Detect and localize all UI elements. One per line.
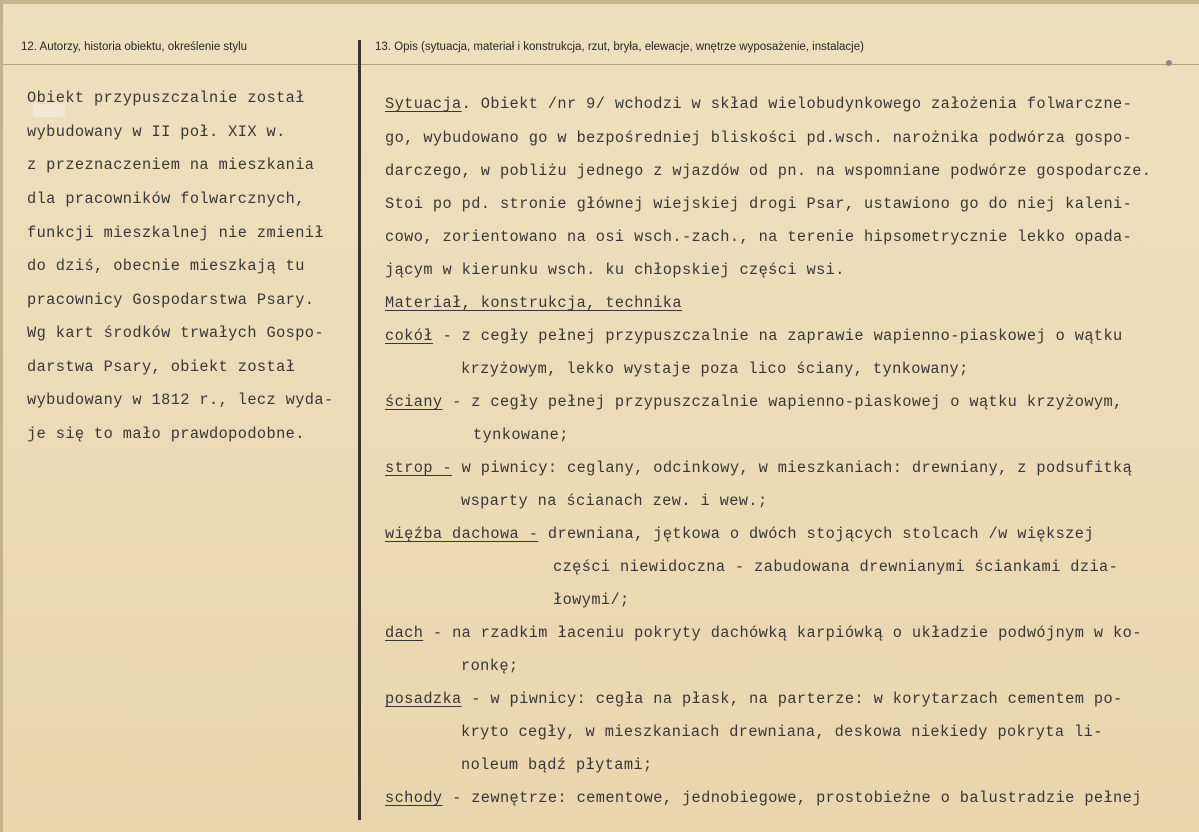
pin-hole <box>1166 60 1172 66</box>
situation-line: go, wybudowano go w bezpośredniej bliskości pd.wsch. narożnika podwórza gospo- <box>385 129 1133 147</box>
item-dach: dach - na rzadkim łaceniu pokryty dachówką karpiówką o układzie podwójnym w ko- <box>385 624 1142 642</box>
history-line: do dziś, obecnie mieszkają tu <box>27 257 305 275</box>
item-strop-cont: wsparty na ścianach zew. i wew.; <box>461 492 768 510</box>
term: posadzka <box>385 690 462 708</box>
history-line: wybudowany w II poł. XIX w. <box>27 123 286 141</box>
item-posadzka: posadzka - w piwnicy: cegła na płask, na parterze: w korytarzach cementem po- <box>385 690 1123 708</box>
item-cokol-cont: krzyżowym, lekko wystaje poza lico ściany, tynkowany; <box>461 360 969 378</box>
history-line: pracownicy Gospodarstwa Psary. <box>27 291 315 309</box>
material-heading: Materiał, konstrukcja, technika <box>385 294 682 312</box>
header-rule <box>3 64 1199 65</box>
item-posadzka-cont: noleum bądź płytami; <box>461 756 653 774</box>
history-line: z przeznaczeniem na mieszkania <box>27 156 315 174</box>
history-line: dla pracowników folwarcznych, <box>27 190 305 208</box>
situation-line: Stoi po pd. stronie głównej wiejskiej drogi Psar, ustawiono go do niej kaleni- <box>385 195 1133 213</box>
history-line: darstwa Psary, obiekt został <box>27 358 296 376</box>
section-12-header: 12. Autorzy, historia obiektu, określenie stylu <box>21 41 248 53</box>
item-schody: schody - zewnętrze: cementowe, jednobiegowe, prostobieżne o balustradzie pełnej <box>385 789 1142 807</box>
item-wiezba-cont: łowymi/; <box>553 591 630 609</box>
situation-line: darczego, w pobliżu jednego z wjazdów od pn. na wspomniane podwórze gospodarcze. <box>385 162 1152 180</box>
term: ściany <box>385 393 443 411</box>
history-line: Wg kart środków trwałych Gospo- <box>27 324 324 342</box>
situation-line: jącym w kierunku wsch. ku chłopskiej części wsi. <box>385 261 845 279</box>
history-line: wybudowany w 1812 r., lecz wyda- <box>27 391 334 409</box>
item-wiezba-cont: części niewidoczna - zabudowana drewnianymi ściankami dzia- <box>553 558 1119 576</box>
section-13-header: 13. Opis (sytuacja, materiał i konstrukcja, rzut, bryła, elewacje, wnętrze wyposażenie, instalacje) <box>375 41 864 53</box>
history-line: Obiekt przypuszczalnie został <box>27 89 305 107</box>
history-line: je się to mało prawdopodobne. <box>27 425 305 443</box>
situation-label: Sytuacja <box>385 95 462 113</box>
term: więźba dachowa - <box>385 525 539 543</box>
item-cokol: cokół - z cegły pełnej przypuszczalnie na zaprawie wapienno-piaskowej o wątku <box>385 327 1123 345</box>
term: cokół <box>385 327 433 345</box>
term: strop - <box>385 459 453 477</box>
term: dach <box>385 624 424 642</box>
item-posadzka-cont: kryto cegły, w mieszkaniach drewniana, deskowa niekiedy pokryta li- <box>461 723 1103 741</box>
term: schody <box>385 789 443 807</box>
situation-line: cowo, zorientowano na osi wsch.-zach., na terenie hipsometrycznie lekko opada- <box>385 228 1133 246</box>
item-sciany: ściany - z cegły pełnej przypuszczalnie wapienno-piaskowej o wątku krzyżowym, <box>385 393 1123 411</box>
item-sciany-cont: tynkowane; <box>473 426 569 444</box>
column-divider <box>358 40 361 820</box>
history-line: funkcji mieszkalnej nie zmienił <box>27 224 324 242</box>
situation-line: Sytuacja. Obiekt /nr 9/ wchodzi w skład wielobudynkowego założenia folwarczne- <box>385 95 1133 113</box>
item-strop: strop - w piwnicy: ceglany, odcinkowy, w mieszkaniach: drewniany, z podsufitką <box>385 459 1133 477</box>
item-wiezba: więźba dachowa - drewniana, jętkowa o dwóch stojących stolcach /w większej <box>385 525 1094 543</box>
item-dach-cont: ronkę; <box>461 657 519 675</box>
